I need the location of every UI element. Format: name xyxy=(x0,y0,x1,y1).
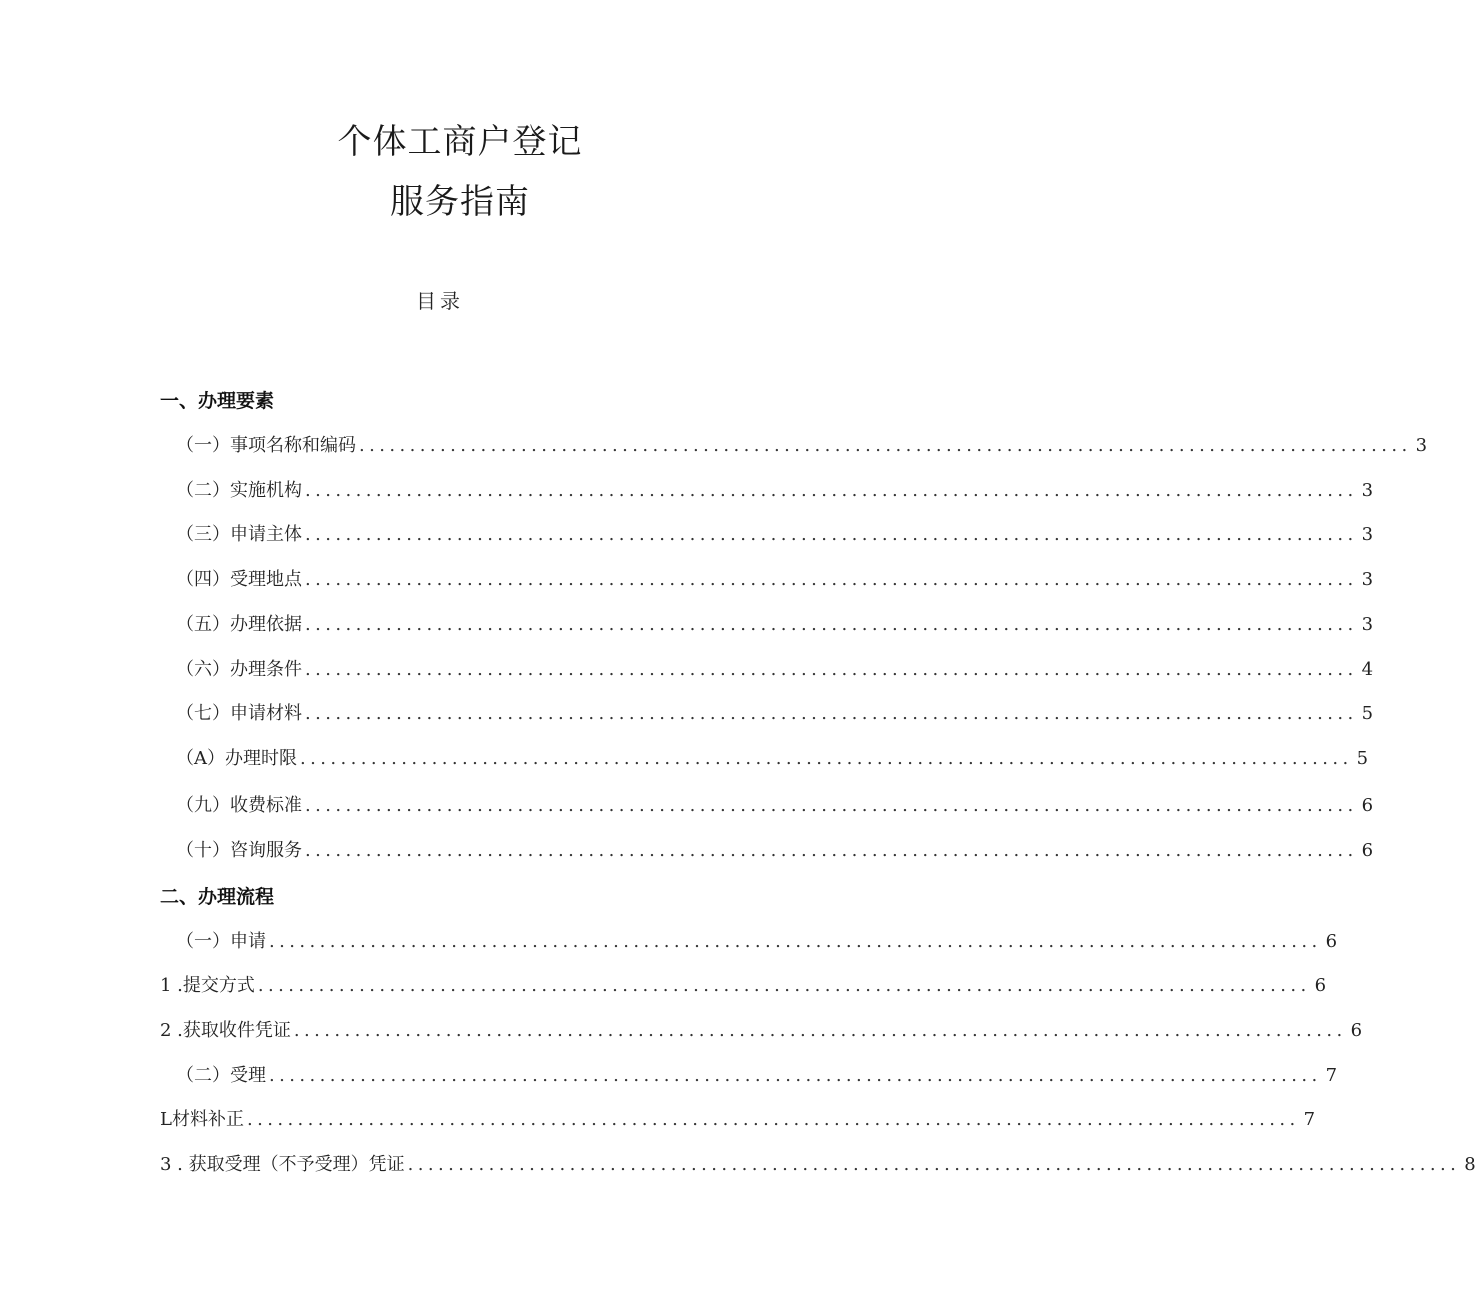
toc-entry-page: 6 xyxy=(1350,1020,1363,1041)
dot-leader: ........................................................................................................ xyxy=(293,1020,1347,1041)
toc-entry-page: 3 xyxy=(1361,614,1374,635)
dot-leader: ........................................................................................................ xyxy=(269,1065,1322,1086)
dot-leader: ........................................................................................................ xyxy=(305,659,1358,680)
toc-entry-label: 2 .获取收件凭证 xyxy=(160,1020,291,1041)
toc-entry-label: L材料补正 xyxy=(160,1109,244,1130)
toc-entry[interactable] xyxy=(176,565,1374,591)
toc-entry-page: 6 xyxy=(1361,795,1374,816)
toc-section-heading: 一、办理要素 xyxy=(160,390,275,412)
toc-entry-label: 3 . 获取受理（不予受理）凭证 xyxy=(160,1154,405,1175)
toc-entry-label: （三）申请主体 xyxy=(176,524,302,545)
toc-entry[interactable] xyxy=(176,744,1369,770)
dot-leader: ........................................................................................................ xyxy=(257,975,1311,996)
document-title-line-1: 个体工商户登记 xyxy=(337,122,583,162)
dot-leader: ........................................................................................................ xyxy=(305,703,1358,724)
dot-leader: ........................................................................................................ xyxy=(407,1154,1461,1175)
dot-leader: ........................................................................................................ xyxy=(246,1109,1300,1130)
toc-entry-label: 1 .提交方式 xyxy=(160,975,255,996)
toc-entry-label: （五）办理依据 xyxy=(176,614,302,635)
toc-entry[interactable] xyxy=(160,1150,1476,1176)
toc-entry-page: 4 xyxy=(1361,659,1374,680)
toc-entry-label: （一）申请 xyxy=(176,931,266,952)
toc-entry-page: 3 xyxy=(1361,569,1374,590)
toc-entry-label: （一）事项名称和编码 xyxy=(176,435,356,456)
toc-entry-label: （二）实施机构 xyxy=(176,480,302,501)
toc-section-heading: 二、办理流程 xyxy=(160,886,275,908)
toc-entry-page: 5 xyxy=(1361,703,1374,724)
toc-entry[interactable] xyxy=(176,520,1374,546)
toc-entry-page: 3 xyxy=(1415,435,1428,456)
toc-entry[interactable] xyxy=(176,1061,1338,1087)
toc-entry-page: 5 xyxy=(1356,748,1369,769)
toc-entry[interactable] xyxy=(176,836,1374,862)
toc-heading: 目录 xyxy=(416,289,464,313)
toc-entry[interactable] xyxy=(176,791,1374,817)
toc-entry-page: 7 xyxy=(1325,1065,1338,1086)
toc-entry-page: 3 xyxy=(1361,480,1374,501)
toc-entry[interactable] xyxy=(160,1105,1316,1131)
toc-entry-page: 6 xyxy=(1325,931,1338,952)
toc-entry[interactable] xyxy=(176,699,1374,725)
dot-leader: ........................................................................................................ xyxy=(305,795,1358,816)
toc-entry[interactable] xyxy=(176,476,1374,502)
toc-entry-page: 3 xyxy=(1361,524,1374,545)
toc-entry-label: （四）受理地点 xyxy=(176,569,302,590)
toc-entry[interactable] xyxy=(176,431,1428,457)
toc-entry-label: （六）办理条件 xyxy=(176,659,302,680)
toc-entry[interactable] xyxy=(160,1016,1363,1042)
toc-entry-label: （A）办理时限 xyxy=(176,748,297,769)
dot-leader: ........................................................................................................ xyxy=(300,748,1353,769)
toc-entry-page: 8 xyxy=(1464,1154,1476,1175)
toc-entry-label: （十）咨询服务 xyxy=(176,840,302,861)
dot-leader: ........................................................................................................ xyxy=(305,524,1358,545)
toc-entry-page: 6 xyxy=(1361,840,1374,861)
dot-leader: ........................................................................................................ xyxy=(359,435,1412,456)
document-title-line-2: 服务指南 xyxy=(390,182,530,222)
toc-entry-label: （二）受理 xyxy=(176,1065,266,1086)
dot-leader: ........................................................................................................ xyxy=(305,480,1358,501)
dot-leader: ........................................................................................................ xyxy=(305,569,1358,590)
dot-leader: ........................................................................................................ xyxy=(269,931,1322,952)
toc-entry[interactable] xyxy=(176,655,1374,681)
toc-entry[interactable] xyxy=(176,610,1374,636)
toc-entry-page: 6 xyxy=(1314,975,1327,996)
toc-entry-label: （七）申请材料 xyxy=(176,703,302,724)
toc-entry-label: （九）收费标准 xyxy=(176,795,302,816)
toc-entry[interactable] xyxy=(176,927,1338,953)
toc-entry-page: 7 xyxy=(1303,1109,1316,1130)
dot-leader: ........................................................................................................ xyxy=(305,840,1358,861)
toc-entry[interactable] xyxy=(160,971,1327,997)
dot-leader: ........................................................................................................ xyxy=(305,614,1358,635)
